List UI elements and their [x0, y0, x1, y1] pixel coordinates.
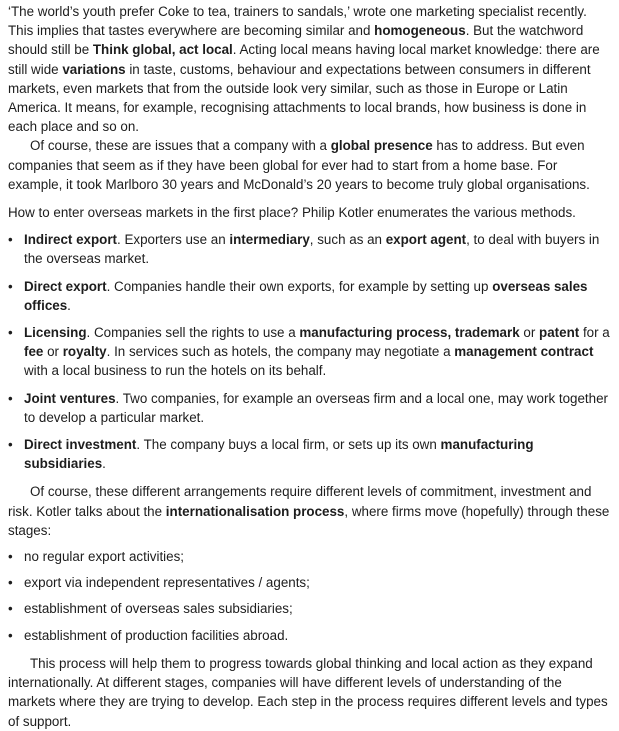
bullet-icon: • — [8, 325, 13, 341]
text: Of course, these are issues that a company with a — [30, 138, 331, 154]
paragraph-intro — [8, 2, 611, 136]
text: , where firms move (hopefully) through these stages: — [8, 503, 610, 538]
paragraph-internationalisation — [8, 482, 611, 540]
entry-methods-list — [8, 230, 611, 473]
list-item-indirect-export: • Indirect export. Exporters use an intermediary, such as an export agent, to deal with buyers in the overseas market. — [8, 232, 600, 267]
list-item-stage: • no regular export activities; — [8, 547, 611, 566]
bullet-icon: • — [8, 549, 13, 565]
text: . Acting local means having local market knowledge: there are still wide — [8, 42, 600, 77]
text: in taste, customs, behaviour and expectations between consumers in different markets, even markets that from the outside look very similar, such as those in Europe or Latin America. It means, for example, recognising attachments to local brands, how business is done in each place and so on. — [8, 61, 591, 135]
text: . But the watchword should still be — [8, 23, 584, 58]
text: ‘The world’s youth prefer Coke to tea, trainers to sandals,’ wrote one marketing specialist recently. This implies that tastes everywhere are becoming similar and — [8, 4, 587, 39]
text: has to address. But even companies that seem as if they have been global for ever had to start from a home base. For example, it took Marlboro 30 years and McDonald’s 20 years to become truly global organisations. — [8, 138, 590, 192]
paragraph-global-presence — [8, 136, 611, 194]
list-item-direct-investment: • Direct investment. The company buys a local firm, or sets up its own manufacturing subsidiaries. — [8, 437, 534, 472]
paragraph-conclusion: This process will help them to progress towards global thinking and local action as they expand internationally. At different stages, companies will have different levels of understanding of the markets where they are trying to develop. Each step in the process requires different levels and types of support. — [8, 655, 608, 729]
list-item-stage: • establishment of production facilities abroad. — [8, 626, 611, 645]
text: Of course, these different arrangements require different levels of commitment, investment and risk. Kotler talks about the — [8, 484, 592, 519]
bullet-icon: • — [8, 601, 13, 617]
bullet-icon: • — [8, 627, 13, 643]
paragraph-methods-intro: How to enter overseas markets in the first place? Philip Kotler enumerates the various methods. — [8, 205, 576, 221]
list-item-stage: • establishment of overseas sales subsidiaries; — [8, 599, 611, 618]
list-item-direct-export: • Direct export. Companies handle their own exports, for example by setting up overseas sales offices. — [8, 278, 588, 313]
list-item-licensing: • Licensing. Companies sell the rights to use a manufacturing process, trademark or patent for a fee or royalty. In services such as hotels, the company may negotiate a management contract with a local business to run the hotels on its behalf. — [8, 325, 610, 379]
term-internationalisation-process: internationalisation process — [165, 503, 345, 519]
bullet-icon: • — [8, 575, 13, 591]
stages-list — [8, 547, 611, 645]
bullet-icon: • — [8, 278, 13, 294]
list-item-joint-ventures: • Joint ventures. Two companies, for example an overseas firm and a local one, may work together to develop a particular market. — [8, 390, 609, 425]
bullet-icon: • — [8, 232, 13, 248]
term-think-global: Think global, act local — [92, 42, 233, 58]
list-item-stage: • export via independent representatives / agents; — [8, 573, 611, 592]
term-homogeneous: homogeneous — [374, 23, 466, 39]
bullet-icon: • — [8, 390, 13, 406]
term-global-presence: global presence — [330, 138, 433, 154]
term-variations: variations — [62, 61, 126, 77]
bullet-icon: • — [8, 437, 13, 453]
